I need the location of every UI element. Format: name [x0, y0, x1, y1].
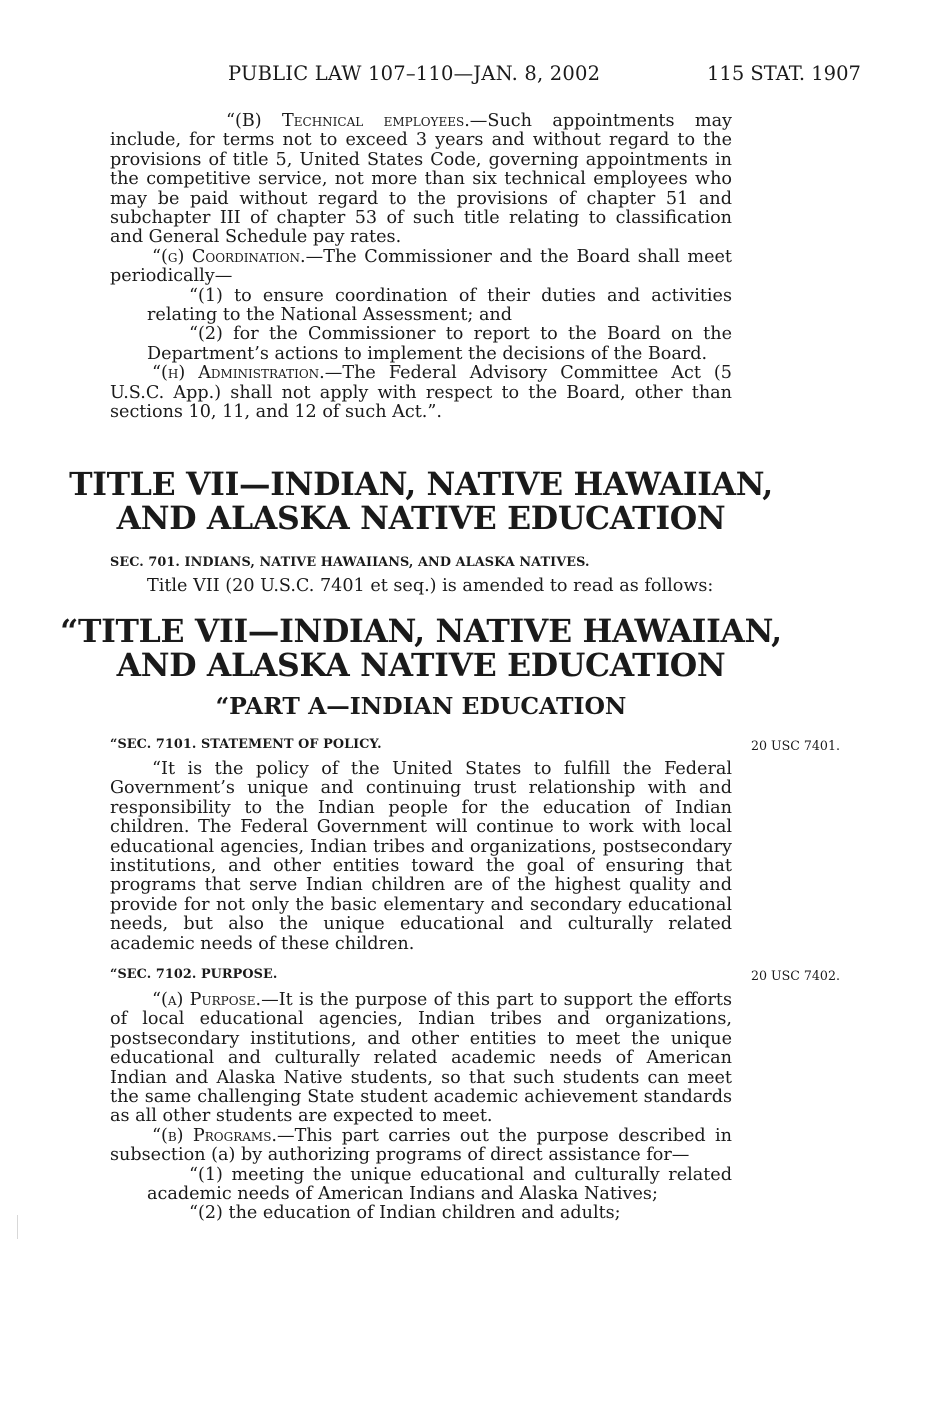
title-line-2: AND ALASKA NATIVE EDUCATION [116, 500, 726, 537]
section-7102-body [110, 991, 732, 1224]
amended-title-heading [60, 615, 782, 683]
paragraph-text: —The Commissioner and the Board shall meet periodically— [110, 246, 732, 287]
paragraph-g2: “(2) for the Commissioner to report to the Board on the Department’s actions to implement the decisions of the Board. [147, 324, 732, 364]
paragraph-text: —This part carries out the purpose described in subsection (a) by authorizing programs of direct assistance for— [110, 1125, 732, 1166]
paragraph-b2: “(2) the education of Indian children and adults; [189, 1203, 621, 1224]
margin-note-7401: 20 USC 7401. [751, 738, 840, 753]
paragraph-b-programs [110, 1127, 732, 1166]
paragraph-heading: “(a) Purpose. [152, 990, 262, 1010]
paragraph-a-purpose [110, 991, 732, 1127]
paragraph-b-technical-employees [110, 112, 732, 248]
amended-title-line-2: AND ALASKA NATIVE EDUCATION [116, 647, 726, 684]
amended-title-line-1: “TITLE VII—INDIAN, NATIVE HAWAIIAN, [60, 613, 782, 650]
running-header-page: 115 STAT. 1907 [707, 62, 861, 85]
running-header-law: PUBLIC LAW 107–110—JAN. 8, 2002 [228, 62, 601, 85]
section-701-text: Title VII (20 U.S.C. 7401 et seq.) is amended to read as follows: [147, 576, 714, 596]
section-7102-heading: “SEC. 7102. PURPOSE. [110, 967, 278, 982]
policy-paragraph: “It is the policy of the United States to fulfill the Federal Government’s unique and continuing trust relationship with and responsibility to the Indian people for the education of Indian children. The Federal Government will continue to work with local educational agencies, Indian tribes and organizations, postsecondary institutions, and other entities toward the goal of ensuring that programs that serve Indian children are of the highest quality and provide for not only the basic elementary and secondary educational needs, but also the unique educational and culturally related academic needs of these children. [110, 759, 732, 954]
paragraph-h-administration [110, 364, 732, 422]
title-heading [60, 468, 782, 536]
paragraph-heading: “(h) Administration. [152, 363, 325, 384]
continued-provisions-block [110, 112, 732, 423]
paragraph-b1: “(1) meeting the unique educational and culturally related academic needs of American Indians and Alaska Natives; [147, 1164, 732, 1205]
part-a-heading: “PART A—INDIAN EDUCATION [215, 692, 627, 720]
title-line-1: TITLE VII—INDIAN, NATIVE HAWAIIAN, [69, 466, 773, 503]
paragraph-heading: “(b) Programs. [152, 1125, 278, 1146]
paragraph-heading: “(B) Technical employees. [226, 111, 470, 131]
section-7101-body [110, 760, 732, 954]
scan-artifact-line [17, 1215, 18, 1239]
paragraph-heading: “(g) Coordination. [152, 246, 306, 267]
paragraph-g1: “(1) to ensure coordination of their duties and activities relating to the National Assessment; and [147, 285, 732, 326]
section-701-heading: SEC. 701. INDIANS, NATIVE HAWAIIANS, AND ALASKA NATIVES. [110, 555, 590, 570]
paragraph-text: —Such appointments may include, for terms not to exceed 3 years and without regard to the provisions of title 5, United States Code, governing appointments in the competitive service, not more than six technical employees who may be paid without regard to the provisions of chapter 51 and subchapter III of chapter 53 of such title relating to classification and General Schedule pay rates. [110, 111, 732, 248]
paragraph-g-coordination [110, 248, 732, 287]
paragraph-text: —It is the purpose of this part to support the efforts of local educational agencies, Indian tribes and organizations, postsecondary institutions, and other entities to meet the unique educational and culturally related academic needs of American Indian and Alaska Native students, so that such students can meet the same challenging State student academic achievement standards as all other students are expected to meet. [110, 990, 732, 1127]
paragraph-text: —The Federal Advisory Committee Act (5 U.S.C. App.) shall not apply with respect to the Board, other than sections 10, 11, and 12 of such Act.”. [110, 363, 732, 423]
margin-note-7402: 20 USC 7402. [751, 968, 840, 983]
section-7101-heading: “SEC. 7101. STATEMENT OF POLICY. [110, 737, 382, 752]
